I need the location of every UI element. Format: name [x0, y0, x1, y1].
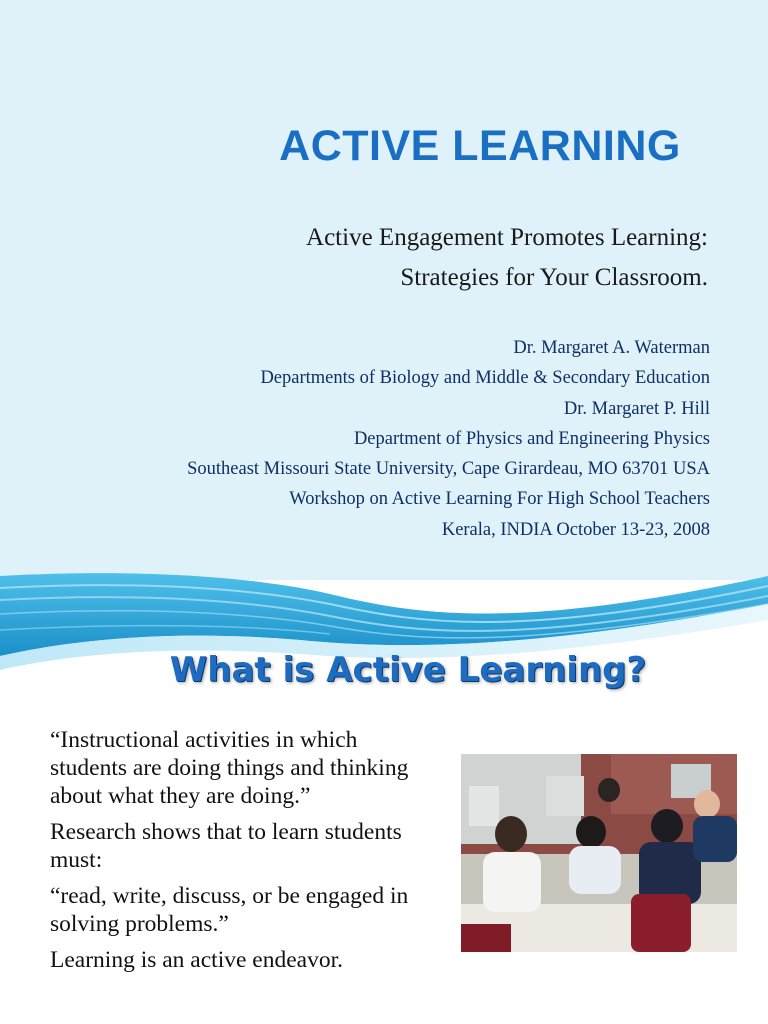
- paragraph: “read, write, discuss, or be engaged in solving problems.”: [50, 883, 409, 937]
- author-name: Dr. Margaret A. Waterman: [513, 338, 710, 358]
- author-department: Department of Physics and Engineering Physics: [353, 428, 710, 449]
- workshop-line: Workshop on Active Learning For High School Teachers: [289, 489, 710, 510]
- subtitle-line: Strategies for Your Classroom.: [400, 264, 708, 291]
- slide-title: ACTIVE LEARNING: [279, 122, 681, 170]
- author-name: Dr. Margaret P. Hill: [563, 398, 710, 419]
- definition-text: [50, 726, 430, 982]
- author-department: Departments of Biology and Middle & Secondary Education: [260, 368, 710, 389]
- slide-subtitle: [306, 218, 708, 298]
- paragraph: Research shows that to learn students must:: [50, 819, 402, 873]
- classroom-students-photo-icon: [461, 754, 737, 952]
- subtitle-line: Active Engagement Promotes Learning:: [306, 224, 708, 251]
- paragraph: “Instructional activities in which students are doing things and thinking about what they are doing.”: [50, 727, 409, 809]
- location-date-line: Kerala, INDIA October 13-23, 2008: [441, 519, 710, 540]
- paragraph: Learning is an active endeavor.: [50, 947, 343, 973]
- classroom-photo: [461, 754, 737, 952]
- author-block: [187, 333, 710, 545]
- university-line: Southeast Missouri State University, Cape Girardeau, MO 63701 USA: [187, 459, 710, 480]
- section-heading: What is Active Learning?: [169, 650, 647, 690]
